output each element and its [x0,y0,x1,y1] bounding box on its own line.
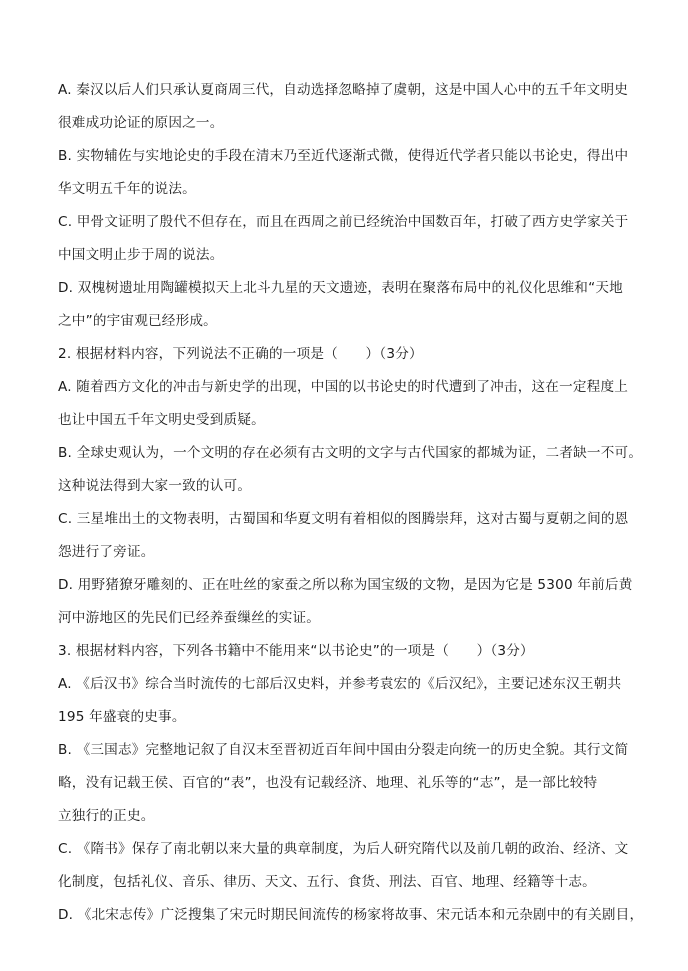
text-line: B. 《三国志》完整地记叙了自汉末至晋初近百年间中国由分裂走向统一的历史全貌。其行文简 [58,742,629,758]
text-line: 之中”的宇宙观已经形成。 [58,313,217,329]
text-line: C. 《隋书》保存了南北朝以来大量的典章制度，为后人研究隋代以及前几朝的政治、经济、文 [58,841,629,857]
text-line: D. 用野猪獠牙雕刻的、正在吐丝的家蚕之所以称为国宝级的文物，是因为它是 5300 年前后黄 [58,577,633,593]
text-line: 怨进行了旁证。 [58,544,155,560]
text-line: 华文明五千年的说法。 [58,181,196,197]
text-line: 195 年盛衰的史事。 [58,709,186,725]
text-line: 中国文明止步于周的说法。 [58,247,224,263]
text-line: C. 甲骨文证明了殷代不但存在，而且在西周之前已经统治中国数百年，打破了西方史学家关于 [58,214,629,230]
text-line: B. 实物辅佐与实地论史的手段在清末乃至近代逐渐式微，使得近代学者只能以书论史，得出中 [58,148,629,164]
text-line: D. 双槐树遗址用陶罐模拟天上北斗九星的天文遗迹，表明在聚落布局中的礼仪化思维和“天地 [58,280,623,296]
text-line: A. 《后汉书》综合当时流传的七部后汉史料，并参考袁宏的《后汉纪》，主要记述东汉王朝共 [58,676,622,692]
question-3-stem: 3. 根据材料内容，下列各书籍中不能用来“以书论史”的一项是（ ）（3分） [58,643,534,659]
question-2-stem: 2. 根据材料内容，下列说法不正确的一项是（ ）（3分） [58,346,423,362]
text-line: A. 随着西方文化的冲击与新史学的出现，中国的以书论史的时代遭到了冲击，这在一定程度上 [58,379,629,395]
text-line: 很难成功论证的原因之一。 [58,115,224,131]
text-line: 也让中国五千年文明史受到质疑。 [58,412,265,428]
text-line: 化制度，包括礼仪、音乐、律历、天文、五行、食货、刑法、百官、地理、经籍等十志。 [58,874,596,890]
text-line: D. 《北宋志传》广泛搜集了宋元时期民间流传的杨家将故事、宋元话本和元杂剧中的有关剧目， [58,907,644,923]
text-line: A. 秦汉以后人们只承认夏商周三代，自动选择忽略掉了虞朝，这是中国人心中的五千年文明史 [58,82,629,98]
text-line: 这种说法得到大家一致的认可。 [58,478,252,494]
text-line: 略，没有记载王侯、百官的“表”，也没有记载经济、地理、礼乐等的“志”，是一部比较特 [58,775,598,791]
text-line: C. 三星堆出土的文物表明，古蜀国和华夏文明有着相似的图腾崇拜，这对古蜀与夏朝之间的恩 [58,511,629,527]
text-line: B. 全球史观认为，一个文明的存在必须有古文明的文字与古代国家的都城为证，二者缺一不可。 [58,445,643,461]
text-line: 立独行的正史。 [58,808,155,824]
text-line: 河中游地区的先民们已经养蚕缫丝的实证。 [58,610,321,626]
